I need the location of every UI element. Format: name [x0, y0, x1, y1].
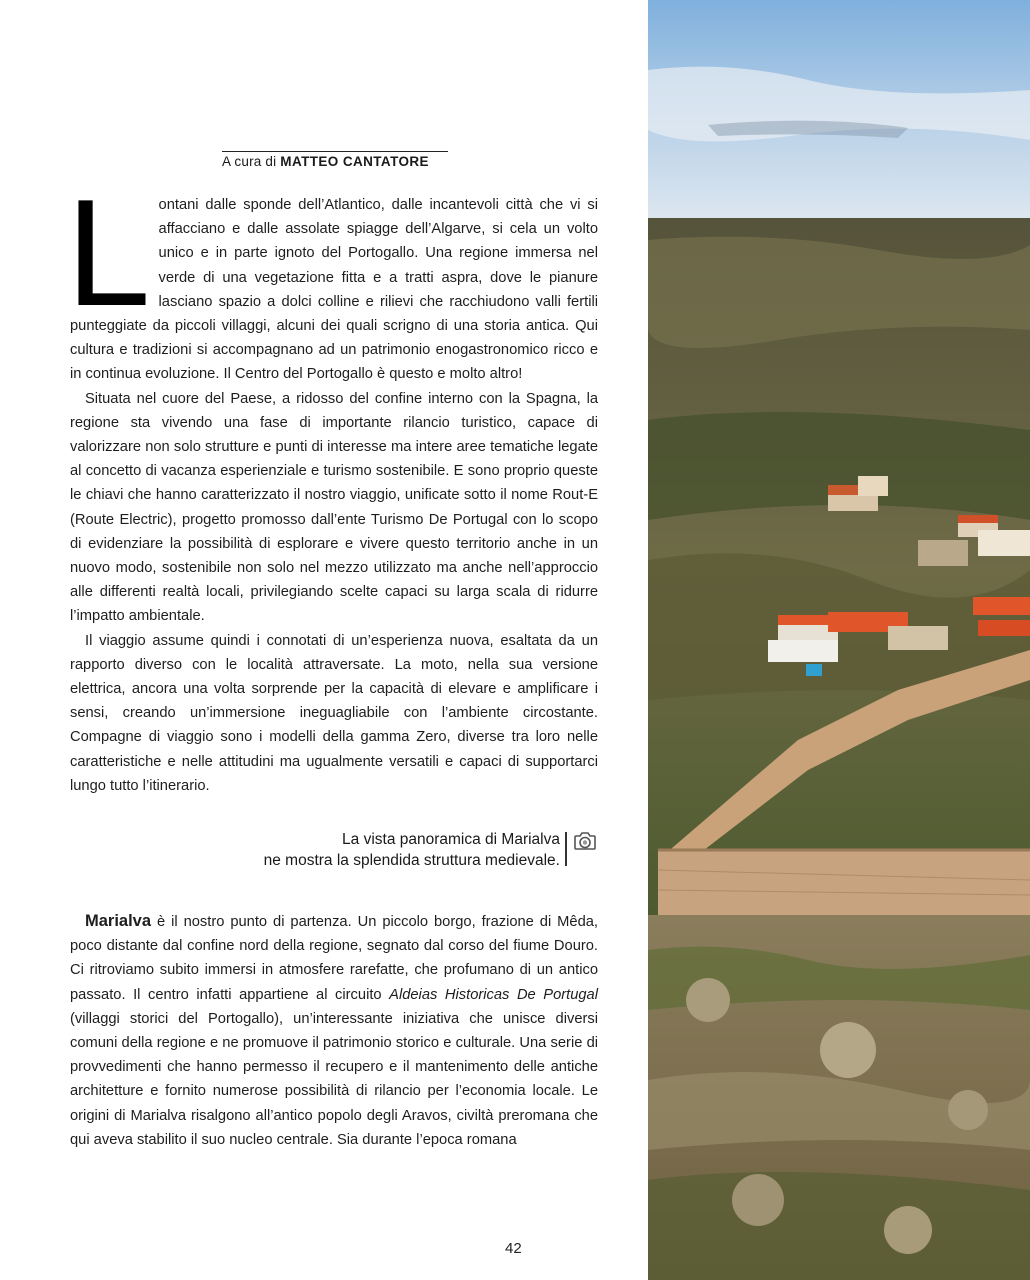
drop-cap: L: [66, 168, 151, 338]
section-lead: Marialva: [85, 912, 152, 930]
paragraph: [66, 168, 598, 387]
paragraph-text: (villaggi storici del Portogallo), un’interessante iniziativa che unisce diversi comuni della regione e ne promuove il patrimonio storico e culturale. Una serie di provvedimenti che hanno permesso il recupero e il mantenimento delle antiche architetture e fornito numerose possibilità di rilancio per l’economia locale. Le origini di Marialva risalgono all’antico popolo degli Aravos, civiltà preromana che qui aveva stabilito il suo nucleo centrale. Sia durante l’epoca romana: [70, 1010, 598, 1148]
article-column: [66, 0, 598, 1280]
byline-prefix: A cura di: [222, 154, 277, 169]
camera-icon: [573, 830, 597, 852]
paragraph-text: ontani dalle sponde dell’Atlantico, dalle incantevoli città che vi si affacciano e dalle assolate spiagge dell’Algarve, si cela un volto unico e in parte ignoto del Portogallo. Una regione immersa nel verde di una vegetazione fitta e a tratti aspra, dove le pianure lasciano spazio a dolci colline e rilievi che racchiudono valli fertili punteggiate da piccoli villaggi, alcuni dei quali scrigno di una storia antica. Qui cultura e tradizioni si accompagnano ad un patrimonio enogastronomico ricco e in continua evoluzione. Il Centro del Portogallo è questo e molto altro!: [70, 197, 598, 383]
marialva-aerial-photo: [648, 0, 1030, 1280]
byline-author: MATTEO CANTATORE: [280, 154, 429, 169]
caption-line: ne mostra la splendida struttura medievale.: [263, 852, 560, 869]
section-two-text: [70, 909, 598, 1152]
landscape-illustration: [648, 0, 1030, 1280]
page-number: 42: [505, 1240, 522, 1257]
italic-title: Aldeias Historicas De Portugal: [389, 986, 598, 1003]
paragraph: Il viaggio assume quindi i connotati di un’esperienza nuova, esaltata da un rapporto diverso con le località attraversate. La moto, nella sua versione elettrica, ancora una volta sorprende per la capacità di elevare e amplificare i sensi, creando un’immersione ineguagliabile con l’ambiente circostante. Compagne di viaggio sono i modelli della gamma Zero, diverse tra loro nelle caratteristiche e nelle attitudini ma ugualmente versatili e capaci di supportarci lungo tutto l’itinerario.: [70, 632, 598, 794]
paragraph-text: è il nostro punto di partenza. Un piccolo borgo, frazione di Mêda, poco distante dal confine nord della regione, segnato dal corso del fiume Douro. Ci ritroviamo subito immersi in atmosfere rarefatte, che profumano di un antico passato. Il centro infatti appartiene al circuito: [70, 914, 598, 1003]
byline: [222, 151, 448, 169]
caption-line: La vista panoramica di Marialva: [342, 831, 560, 848]
paragraph: [70, 909, 598, 1152]
intro-text: [66, 168, 598, 798]
caption-divider: [565, 832, 567, 866]
paragraph: Situata nel cuore del Paese, a ridosso del confine interno con la Spagna, la regione sta vivendo una fase di importante rilancio turistico, capace di valorizzare non solo strutture e punti di interesse ma intere aree tematiche legate al concetto di vacanza esperienziale e turismo sostenibile. E sono proprio queste le chiavi che hanno caratterizzato il nostro viaggio, unificate sotto il nome Rout-E (Route Electric), progetto promosso dall’ente Turismo De Portugal con lo scopo di evidenziare la possibilità di esplorare e vivere questo territorio anche in un nuovo modo, sostenibile non solo nel mezzo utilizzato ma anche nell’approccio alle differenti realtà locali, privilegiando scelte capaci su larga scala di ridurre l’impatto ambientale.: [70, 390, 598, 625]
photo-caption: [200, 829, 560, 871]
